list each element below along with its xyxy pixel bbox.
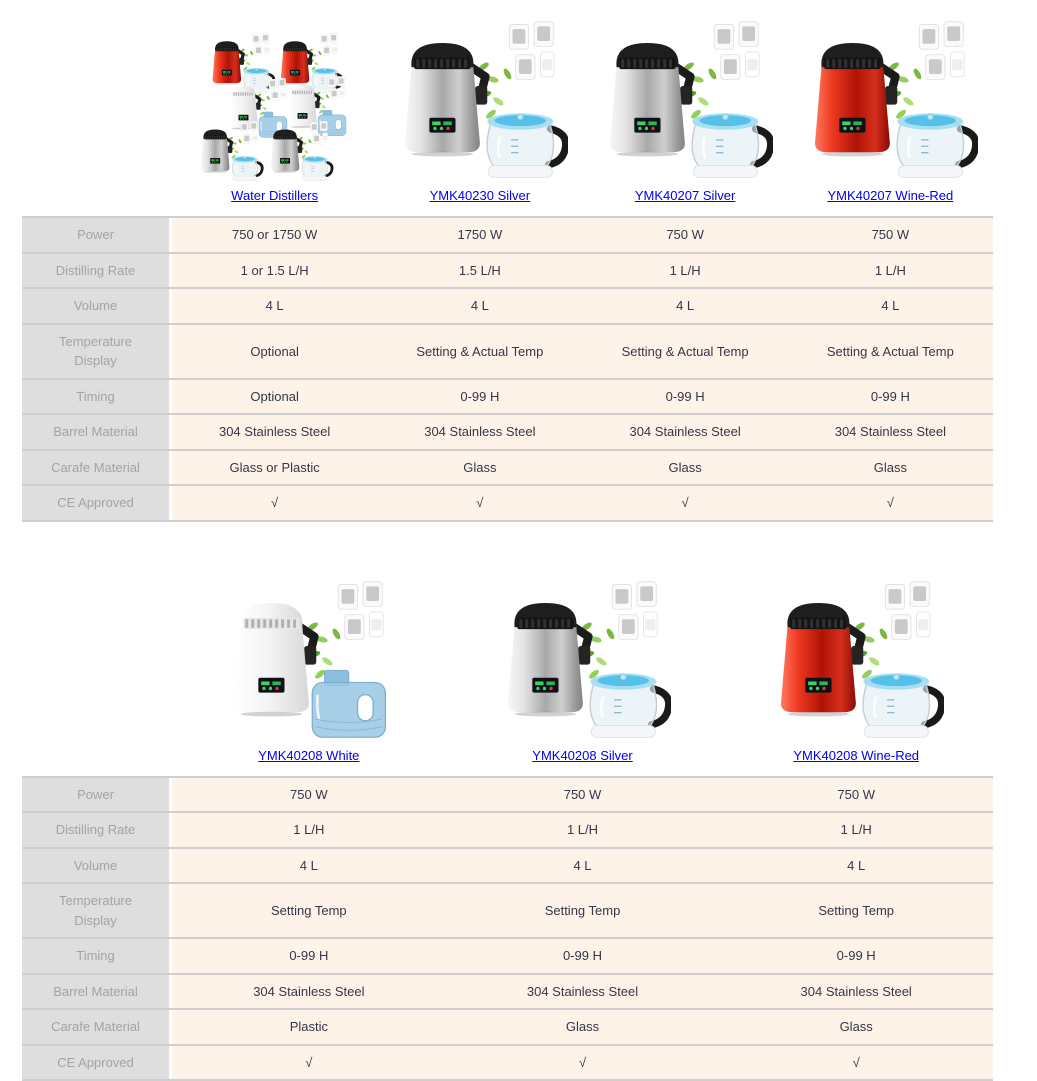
spec-value: 1 L/H: [583, 254, 788, 288]
spec-row-temperature-display: [22, 884, 993, 939]
row-label-carafe-material: Carafe Material: [22, 1010, 172, 1044]
spec-value: 1 L/H: [446, 813, 720, 847]
spec-value: 304 Stainless Steel: [172, 415, 377, 449]
spec-value: 750 W: [583, 218, 788, 252]
spec-value: 304 Stainless Steel: [583, 415, 788, 449]
spec-value: 304 Stainless Steel: [377, 415, 582, 449]
spec-row-ce-approved: [22, 1046, 993, 1081]
spec-value: 4 L: [719, 849, 993, 883]
row-label-distilling-rate: Distilling Rate: [22, 813, 172, 847]
product-column: [788, 10, 993, 216]
spec-value: Setting & Actual Temp: [583, 325, 788, 378]
spec-values: [172, 289, 993, 323]
spec-value: 1.5 L/H: [377, 254, 582, 288]
spec-value: √: [719, 1046, 993, 1080]
spec-value: 0-99 H: [719, 939, 993, 973]
spec-value: 4 L: [172, 849, 446, 883]
spec-values: [172, 1046, 993, 1080]
row-label-power: Power: [22, 778, 172, 812]
product-image-ymk40207-wine-red[interactable]: [802, 10, 978, 182]
row-label-volume: Volume: [22, 849, 172, 883]
spec-row-volume: [22, 289, 993, 325]
spec-value: 750 or 1750 W: [172, 218, 377, 252]
spec-row-volume: [22, 849, 993, 885]
product-column: [446, 570, 720, 776]
spec-value: 1750 W: [377, 218, 582, 252]
spec-value: 0-99 H: [583, 380, 788, 414]
product-image-water-distillers[interactable]: [196, 10, 354, 182]
spec-value: Glass: [788, 451, 993, 485]
spec-value: 0-99 H: [172, 939, 446, 973]
product-image-ymk40208-silver[interactable]: [495, 570, 671, 742]
row-label-ce-approved: CE Approved: [22, 1046, 172, 1080]
product-column: [172, 10, 377, 216]
row-label-distilling-rate: Distilling Rate: [22, 254, 172, 288]
spec-value: Glass: [446, 1010, 720, 1044]
row-label-barrel-material: Barrel Material: [22, 415, 172, 449]
spec-row-barrel-material: [22, 975, 993, 1011]
spec-value: Optional: [172, 380, 377, 414]
spec-value: 304 Stainless Steel: [719, 975, 993, 1009]
row-label-power: Power: [22, 218, 172, 252]
product-link-ymk40230-silver[interactable]: YMK40230 Silver: [430, 188, 530, 203]
products-header: [172, 570, 993, 776]
spec-values: [172, 1010, 993, 1044]
comparison-table-top: [22, 10, 993, 522]
spec-values: [172, 218, 993, 252]
products-header: [172, 10, 993, 216]
product-link-wrap: [231, 182, 318, 216]
spec-values: [172, 325, 993, 378]
row-label-ce-approved: CE Approved: [22, 486, 172, 520]
spec-row-timing: [22, 380, 993, 416]
spec-value: 4 L: [377, 289, 582, 323]
spec-value: Plastic: [172, 1010, 446, 1044]
spec-values: [172, 939, 993, 973]
spec-value: 304 Stainless Steel: [172, 975, 446, 1009]
spec-value: Glass: [719, 1010, 993, 1044]
product-link-wrap: [828, 182, 954, 216]
spec-value: √: [446, 1046, 720, 1080]
spec-rows: [22, 776, 993, 1081]
spec-value: 4 L: [583, 289, 788, 323]
product-image-ymk40230-silver[interactable]: [392, 10, 568, 182]
product-link-wrap: [258, 742, 359, 776]
spec-values: [172, 415, 993, 449]
spec-value: Glass: [377, 451, 582, 485]
product-link-wrap: [532, 742, 632, 776]
spec-value: √: [377, 486, 582, 520]
spec-rows: [22, 216, 993, 522]
row-label-carafe-material: Carafe Material: [22, 451, 172, 485]
spec-value: 750 W: [446, 778, 720, 812]
spec-row-carafe-material: [22, 1010, 993, 1046]
spec-value: 4 L: [788, 289, 993, 323]
spec-value: Glass: [583, 451, 788, 485]
spec-row-timing: [22, 939, 993, 975]
row-label-temperature-display: Temperature Display: [22, 325, 172, 378]
spec-row-power: [22, 218, 993, 254]
row-label-temperature-display: Temperature Display: [22, 884, 172, 937]
product-image-ymk40207-silver[interactable]: [597, 10, 773, 182]
spec-value: 0-99 H: [788, 380, 993, 414]
product-link-ymk40208-white[interactable]: YMK40208 White: [258, 748, 359, 763]
spec-values: [172, 813, 993, 847]
spec-value: 1 L/H: [172, 813, 446, 847]
spec-value: 0-99 H: [446, 939, 720, 973]
spec-value: 750 W: [172, 778, 446, 812]
spec-value: 4 L: [172, 289, 377, 323]
spec-value: √: [172, 486, 377, 520]
spec-row-ce-approved: [22, 486, 993, 522]
product-link-ymk40208-silver[interactable]: YMK40208 Silver: [532, 748, 632, 763]
spec-value: 4 L: [446, 849, 720, 883]
spec-value: √: [583, 486, 788, 520]
comparison-page: [22, 0, 993, 1081]
spec-row-distilling-rate: [22, 813, 993, 849]
product-image-ymk40208-wine-red[interactable]: [768, 570, 944, 742]
spec-value: Setting & Actual Temp: [377, 325, 582, 378]
row-label-timing: Timing: [22, 380, 172, 414]
row-label-timing: Timing: [22, 939, 172, 973]
product-image-ymk40208-white[interactable]: [221, 570, 397, 742]
row-label-barrel-material: Barrel Material: [22, 975, 172, 1009]
product-column: [719, 570, 993, 776]
spec-row-temperature-display: [22, 325, 993, 380]
spec-value: 1 L/H: [788, 254, 993, 288]
spec-value: Glass or Plastic: [172, 451, 377, 485]
spec-value: 750 W: [719, 778, 993, 812]
spec-value: Optional: [172, 325, 377, 378]
spec-row-distilling-rate: [22, 254, 993, 290]
spec-value: 0-99 H: [377, 380, 582, 414]
spec-row-power: [22, 778, 993, 814]
product-column: [172, 570, 446, 776]
spec-value: 304 Stainless Steel: [788, 415, 993, 449]
spec-values: [172, 486, 993, 520]
spec-value: √: [788, 486, 993, 520]
spec-values: [172, 849, 993, 883]
product-link-wrap: [635, 182, 735, 216]
spec-value: Setting Temp: [446, 884, 720, 937]
product-link-water-distillers[interactable]: Water Distillers: [231, 188, 318, 203]
row-label-volume: Volume: [22, 289, 172, 323]
spec-values: [172, 884, 993, 937]
product-link-ymk40207-silver[interactable]: YMK40207 Silver: [635, 188, 735, 203]
spec-value: √: [172, 1046, 446, 1080]
spec-values: [172, 975, 993, 1009]
product-link-ymk40207-wine-red[interactable]: YMK40207 Wine-Red: [828, 188, 954, 203]
spec-value: 304 Stainless Steel: [446, 975, 720, 1009]
comparison-table-bottom: [22, 570, 993, 1081]
spec-values: [172, 451, 993, 485]
spec-value: 750 W: [788, 218, 993, 252]
spec-row-carafe-material: [22, 451, 993, 487]
spec-values: [172, 254, 993, 288]
spec-value: Setting Temp: [172, 884, 446, 937]
spec-row-barrel-material: [22, 415, 993, 451]
spec-value: Setting & Actual Temp: [788, 325, 993, 378]
product-column: [583, 10, 788, 216]
product-link-wrap: [793, 742, 919, 776]
spec-values: [172, 778, 993, 812]
product-column: [377, 10, 582, 216]
spec-value: Setting Temp: [719, 884, 993, 937]
spec-value: 1 or 1.5 L/H: [172, 254, 377, 288]
spec-value: 1 L/H: [719, 813, 993, 847]
spec-values: [172, 380, 993, 414]
product-link-ymk40208-wine-red[interactable]: YMK40208 Wine-Red: [793, 748, 919, 763]
product-link-wrap: [430, 182, 530, 216]
